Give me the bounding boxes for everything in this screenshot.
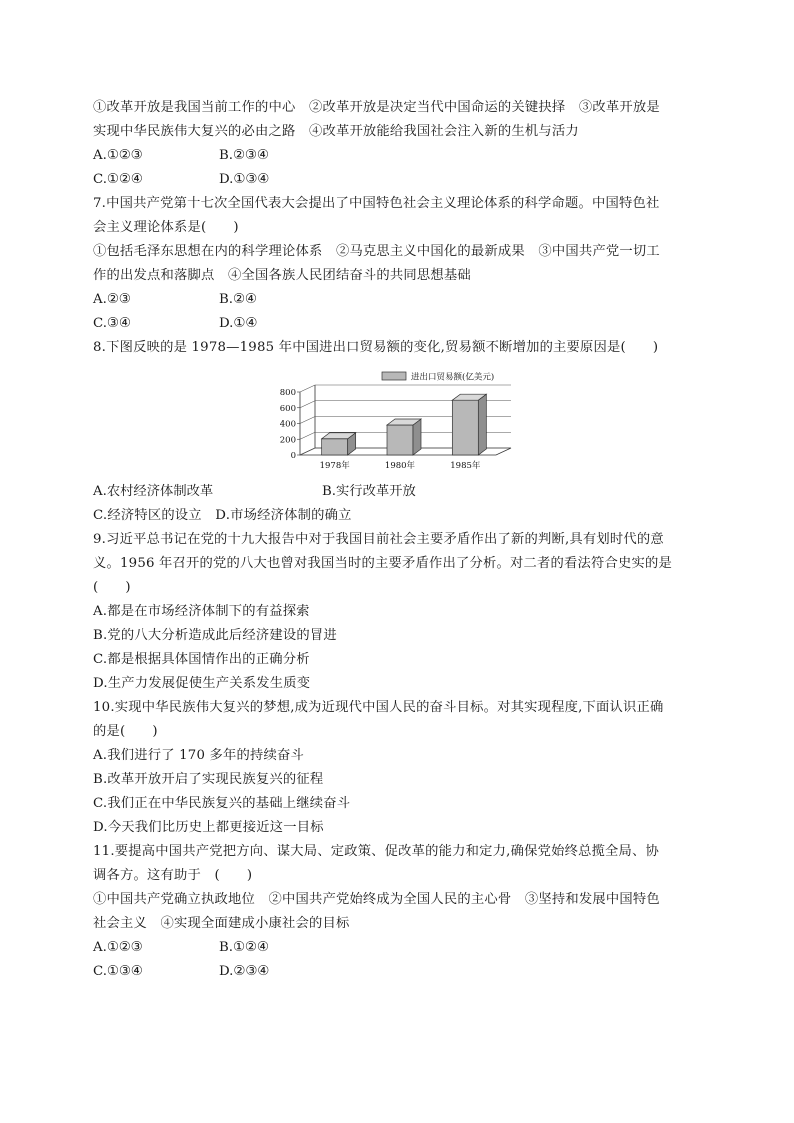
q9-option-c: C.都是根据具体国情作出的正确分析: [93, 652, 310, 667]
q11-statements-line-1: ①中国共产党确立执政地位 ②中国共产党始终成为全国人民的主心骨 ③坚持和发展中国特色: [93, 892, 660, 907]
q7-question-line-2: 会主义理论体系是( ): [93, 220, 239, 235]
q10-option-d: D.今天我们比历史上都更接近这一目标: [93, 820, 324, 835]
q6-option-d: D.①③④: [219, 172, 270, 187]
q8-option-b: B.实行改革开放: [322, 484, 416, 499]
q6-option-c: C.①②④: [93, 172, 143, 187]
q9-question-line-1: 9.习近平总书记在党的十九大报告中对于我国目前社会主要矛盾作出了新的判断,具有划时代的意: [93, 532, 664, 547]
q11-option-b: B.①②④: [219, 940, 269, 955]
q8-options-c-d: C.经济特区的设立 D.市场经济体制的确立: [93, 508, 352, 523]
q9-option-d: D.生产力发展促使生产关系发生质变: [93, 676, 311, 691]
q6-option-b: B.②③④: [219, 148, 269, 163]
chart-x-tick-label: 1985年: [450, 461, 481, 471]
chart-x-tick-label: 1978年: [319, 461, 350, 471]
q11-question-line-2: 调各方。这有助于 ( ): [93, 868, 253, 883]
q7-statements-line-2: 作的出发点和落脚点 ④全国各族人民团结奋斗的共同思想基础: [93, 268, 471, 283]
q6-statements-line-1: ①改革开放是我国当前工作的中心 ②改革开放是决定当代中国命运的关键抉择 ③改革开放是: [93, 100, 660, 115]
chart-bar: [322, 439, 348, 455]
chart-bar: [452, 400, 478, 455]
chart-y-tick-label: 400: [279, 419, 296, 430]
chart-bar-side: [478, 394, 486, 455]
q11-statements-line-2: 社会主义 ④实现全面建成小康社会的目标: [93, 916, 350, 931]
chart-x-tick-label: 1980年: [384, 461, 416, 471]
q6-statements-line-2: 实现中华民族伟大复兴的必由之路 ④改革开放能给我国社会注入新的生机与活力: [93, 124, 579, 139]
q10-option-a: A.我们进行了 170 多年的持续奋斗: [93, 748, 305, 763]
q11-option-c: C.①③④: [93, 964, 143, 979]
q7-option-d: D.①④: [219, 316, 258, 331]
q11-option-a: A.①②③: [93, 940, 143, 955]
chart-bar: [387, 425, 413, 455]
q7-option-b: B.②④: [219, 292, 257, 307]
q10-question-line-1: 10.实现中华民族伟大复兴的梦想,成为近现代中国人民的奋斗目标。对其实现程度,下面认识正确: [93, 700, 664, 715]
q10-question-line-2: 的是( ): [93, 724, 158, 739]
chart-y-tick-label: 200: [279, 435, 296, 446]
chart-legend-swatch: [382, 372, 406, 380]
q11-question-line-1: 11.要提高中国共产党把方向、谋大局、定政策、促改革的能力和定力,确保党始终总揽全局、协: [93, 844, 660, 859]
q8-option-a: A.农村经济体制改革: [93, 484, 214, 499]
q11-option-d: D.②③④: [219, 964, 270, 979]
q9-option-b: B.党的八大分析造成此后经济建设的冒进: [93, 628, 337, 643]
q8-question-line-1: 8.下图反映的是 1978—1985 年中国进出口贸易额的变化,贸易额不断增加的主要原因是( ): [93, 340, 659, 355]
q10-option-c: C.我们正在中华民族复兴的基础上继续奋斗: [93, 796, 351, 811]
q10-option-b: B.改革开放开启了实现民族复兴的征程: [93, 772, 324, 787]
chart-y-tick-label: 800: [279, 388, 296, 398]
q7-option-c: C.③④: [93, 316, 131, 331]
q7-question-line-1: 7.中国共产党第十七次全国代表大会提出了中国特色社会主义理论体系的科学命题。中国特色社: [93, 196, 660, 211]
chart-legend-label: 进出口贸易额(亿美元): [411, 372, 495, 383]
trade-volume-chart: [270, 366, 530, 474]
q6-option-a: A.①②③: [93, 148, 143, 163]
q9-question-line-3: ( ): [93, 580, 131, 595]
q9-option-a: A.都是在市场经济体制下的有益探索: [93, 604, 310, 619]
q9-question-line-2: 义。1956 年召开的党的八大也曾对我国当时的主要矛盾作出了分析。对二者的看法符合史实的是: [93, 556, 672, 571]
q7-statements-line-1: ①包括毛泽东思想在内的科学理论体系 ②马克思主义中国化的最新成果 ③中国共产党一切工: [93, 244, 660, 259]
q7-option-a: A.②③: [93, 292, 131, 307]
trade-volume-chart-svg: [270, 366, 530, 474]
chart-y-tick-label: 600: [279, 403, 296, 414]
chart-y-tick-label: 0: [290, 451, 296, 461]
chart-gridline: [300, 385, 511, 392]
